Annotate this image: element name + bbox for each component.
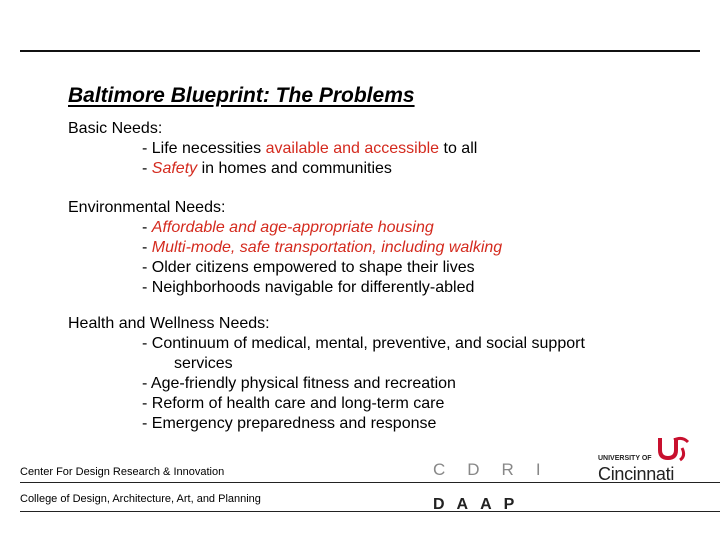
health-needs-item: - Age-friendly physical fitness and recreation <box>142 375 456 392</box>
health-needs-item: - Reform of health care and long-term care <box>142 395 445 412</box>
slide-title: Baltimore Blueprint: The Problems <box>68 84 415 107</box>
college-name: College of Design, Architecture, Art, and Planning <box>20 493 261 505</box>
center-name: Center For Design Research & Innovation <box>20 466 225 478</box>
environmental-needs-item: - Neighborhoods navigable for differently-abled <box>142 279 475 296</box>
basic-needs-item: - Safety in homes and communities <box>142 160 392 177</box>
highlight-text: Multi-mode, safe transportation, including walking <box>151 239 503 256</box>
university-of-cincinnati-logo <box>598 434 698 486</box>
health-needs-heading: Health and Wellness Needs: <box>68 315 270 332</box>
environmental-needs-item: - Multi-mode, safe transportation, including walking <box>142 239 503 256</box>
environmental-needs-item: - Older citizens empowered to shape their lives <box>142 259 475 276</box>
health-needs-item: - Continuum of medical, mental, preventive, and social support <box>142 335 585 352</box>
health-needs-item-continuation: services <box>174 355 233 372</box>
basic-needs-heading: Basic Needs: <box>68 120 163 137</box>
environmental-needs-heading: Environmental Needs: <box>68 199 226 216</box>
daap-logo: DAAP <box>433 496 527 513</box>
highlight-text: Safety <box>151 160 198 177</box>
highlight-text: Affordable and age-appropriate housing <box>151 219 434 236</box>
cdri-logo: CDRI <box>433 460 563 479</box>
health-needs-section <box>68 314 585 434</box>
health-needs-item: - Emergency preparedness and response <box>142 415 437 432</box>
environmental-needs-item: - Affordable and age-appropriate housing <box>142 219 434 236</box>
university-label: UNIVERSITY OF <box>598 455 652 462</box>
university-name: Cincinnati <box>598 464 675 484</box>
environmental-needs-section <box>68 198 502 298</box>
footer-divider-bottom <box>20 511 720 512</box>
basic-needs-section <box>68 119 477 179</box>
highlight-text: available and accessible <box>265 140 440 157</box>
basic-needs-item: - Life necessities available and accessible to all <box>142 140 478 157</box>
top-divider <box>20 50 700 52</box>
